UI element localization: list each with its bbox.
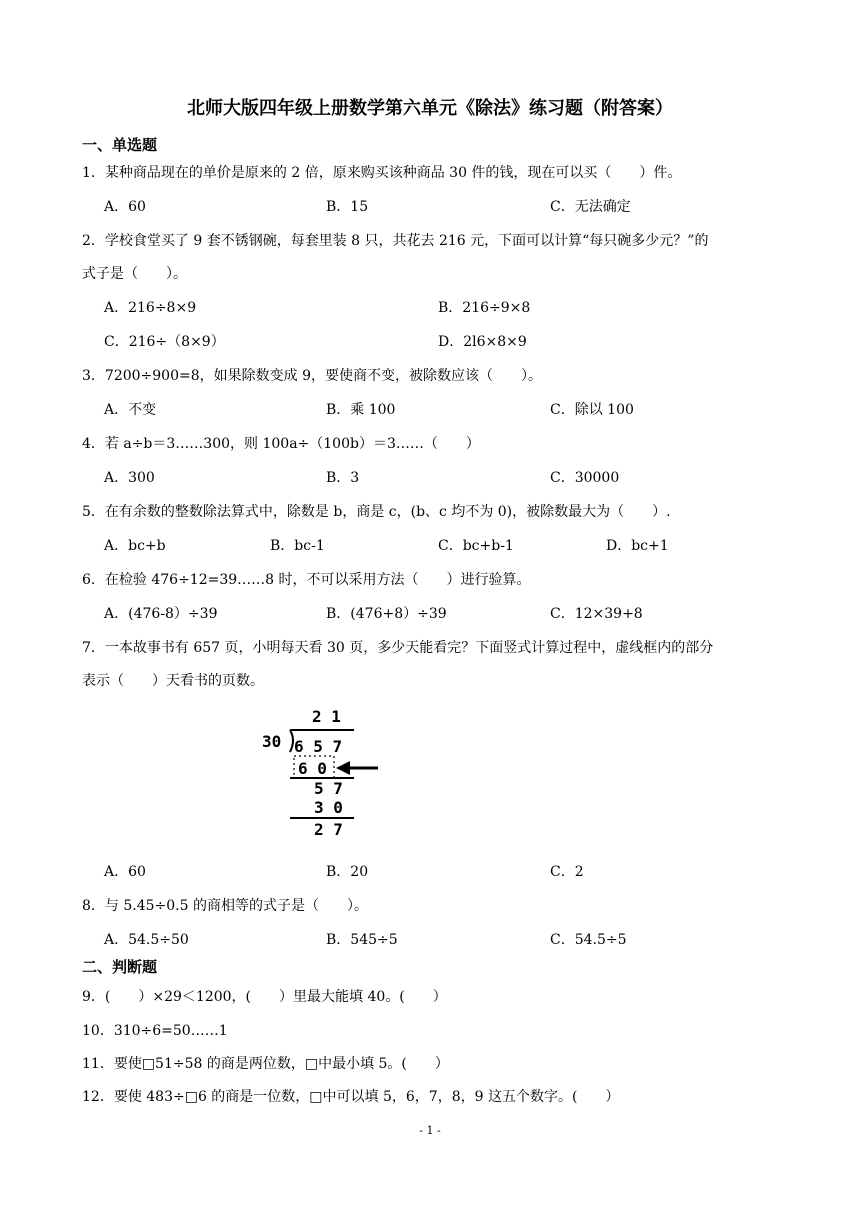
question-2-text-line1: 2．学校食堂买了 9 套不锈钢碗，每套里装 8 只，共花去 216 元，下面可以计算“每只碗多少元？”的 bbox=[82, 233, 709, 249]
question-8-text: 8．与 5.45÷0.5 的商相等的式子是（ ）。 bbox=[82, 898, 368, 914]
division-dividend: 6 5 7 bbox=[294, 737, 343, 756]
question-7-option-a: A．60 bbox=[104, 864, 146, 880]
question-7-option-b: B．20 bbox=[326, 864, 369, 880]
arrow-left-icon bbox=[336, 761, 378, 775]
section-heading-single-choice: 一、单选题 bbox=[82, 136, 158, 154]
question-3-text: 3．7200÷900=8，如果除数变成 9，要使商不变，被除数应该（ ）。 bbox=[82, 368, 542, 384]
long-division-figure bbox=[260, 704, 390, 842]
question-8-option-a: A．54.5÷50 bbox=[104, 932, 189, 948]
division-divisor: 30 bbox=[262, 732, 282, 751]
question-8-option-c: C．54.5÷5 bbox=[550, 932, 627, 948]
question-3-option-a: A．不变 bbox=[104, 402, 157, 418]
question-3-option-b: B．乘 100 bbox=[326, 402, 396, 418]
question-7-text-line2: 表示（ ）天看书的页数。 bbox=[82, 673, 264, 689]
question-6-option-b: B．(476+8）÷39 bbox=[326, 606, 447, 622]
division-remainder-1: 5 7 bbox=[314, 779, 343, 798]
division-quotient: 2 1 bbox=[312, 707, 341, 726]
section-heading-true-false: 二、判断题 bbox=[82, 958, 158, 976]
question-2-option-c: C．216÷（8×9） bbox=[104, 334, 225, 350]
question-5-option-d: D．bc+1 bbox=[606, 538, 669, 554]
question-2-option-a: A．216÷8×9 bbox=[104, 300, 197, 316]
question-4-option-b: B．3 bbox=[326, 470, 360, 486]
question-3-option-c: C．除以 100 bbox=[550, 402, 634, 418]
division-bracket-curve bbox=[290, 730, 293, 752]
question-1-text: 1．某种商品现在的单价是原来的 2 倍，原来购买该种商品 30 件的钱，现在可以买（ ）件。 bbox=[82, 165, 682, 181]
question-1-option-c: C．无法确定 bbox=[550, 199, 631, 215]
question-7-option-c: C．2 bbox=[550, 864, 584, 880]
question-6-option-a: A．(476-8）÷39 bbox=[104, 606, 218, 622]
division-product-2: 3 0 bbox=[314, 798, 343, 817]
question-8-option-b: B．545÷5 bbox=[326, 932, 398, 948]
question-5-option-b: B．bc-1 bbox=[270, 538, 325, 554]
question-4-text: 4．若 a÷b＝3……300，则 100a÷（100b）＝3……（ ） bbox=[82, 436, 480, 452]
question-5-option-c: C．bc+b-1 bbox=[438, 538, 514, 554]
question-2-option-b: B．216÷9×8 bbox=[438, 300, 531, 316]
question-11-text: 11．要使□51÷58 的商是两位数，□中最小填 5。( ） bbox=[82, 1056, 449, 1072]
question-5-text: 5．在有余数的整数除法算式中，除数是 b，商是 c，(b、c 均不为 0)，被除数最大为（ ）. bbox=[82, 504, 671, 520]
question-10-text: 10．310÷6=50……1 bbox=[82, 1023, 228, 1039]
question-5-option-a: A．bc+b bbox=[104, 538, 166, 554]
question-4-option-a: A．300 bbox=[104, 470, 155, 486]
division-product-1: 6 0 bbox=[298, 759, 327, 778]
question-1-option-a: A．60 bbox=[104, 199, 146, 215]
page-title: 北师大版四年级上册数学第六单元《除法》练习题（附答案） bbox=[187, 98, 673, 119]
question-4-option-c: C．30000 bbox=[550, 470, 620, 486]
question-2-text-line2: 式子是（ ）。 bbox=[82, 266, 187, 282]
division-remainder-2: 2 7 bbox=[314, 820, 343, 839]
question-7-text-line1: 7．一本故事书有 657 页，小明每天看 30 页，多少天能看完？下面竖式计算过程中，虚线框内的部分 bbox=[82, 640, 714, 656]
question-1-option-b: B．15 bbox=[326, 199, 369, 215]
question-2-option-d: D．2l6×8×9 bbox=[438, 334, 527, 350]
question-6-option-c: C．12×39+8 bbox=[550, 606, 643, 622]
question-6-text: 6．在检验 476÷12=39……8 时，不可以采用方法（ ）进行验算。 bbox=[82, 572, 531, 588]
question-12-text: 12．要使 483÷□6 的商是一位数，□中可以填 5，6，7，8，9 这五个数字。( ） bbox=[82, 1089, 620, 1105]
page-number: - 1 - bbox=[419, 1124, 441, 1137]
question-9-text: 9．( ）×29＜1200，( ）里最大能填 40。( ） bbox=[82, 989, 447, 1005]
